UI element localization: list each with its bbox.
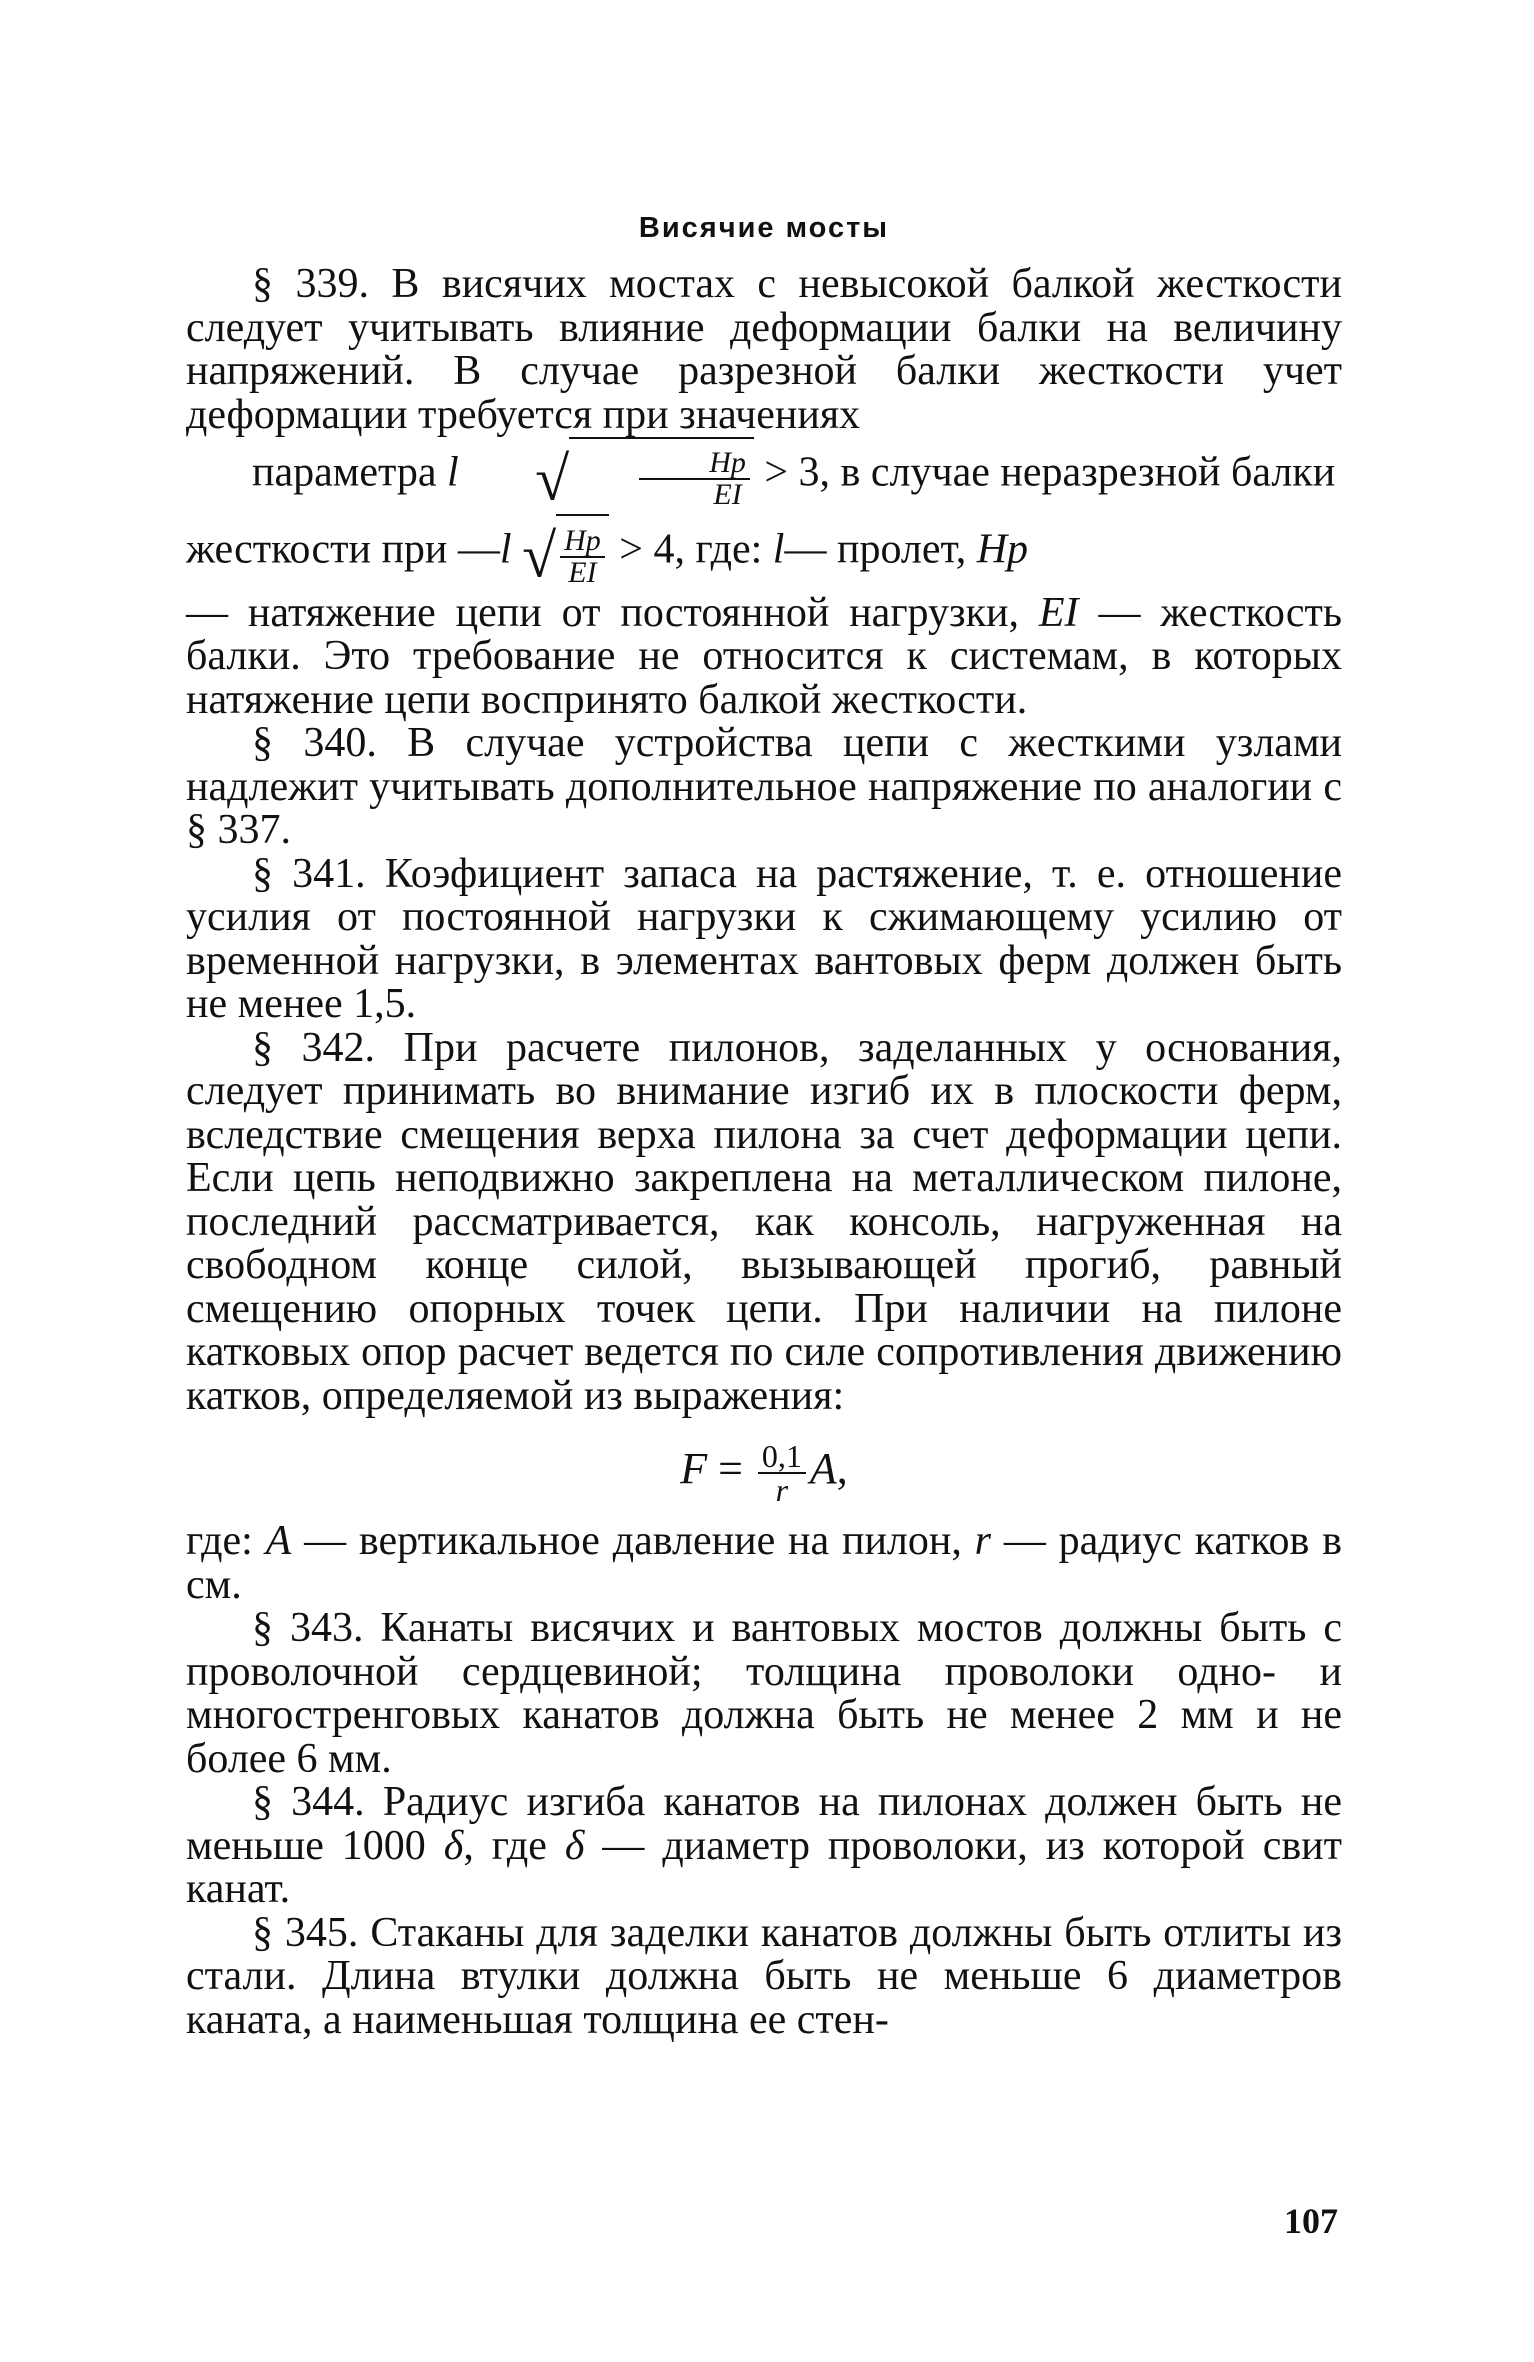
p339-condition-1: > 3, в случае неразрезной балки [764, 449, 1336, 496]
p344-text-b: , где [463, 1822, 547, 1869]
frac-numerator: 0,1 [758, 1440, 806, 1474]
var-delta: δ [564, 1822, 585, 1869]
fraction-hp-ei [639, 448, 750, 510]
p339-param-word: параметра [252, 449, 437, 496]
p339-formula-line-1 [186, 437, 1342, 514]
frac-denominator: EI [713, 478, 742, 512]
radical-bar [569, 437, 754, 511]
var-delta: δ [443, 1822, 464, 1869]
radical-sign: √ [522, 522, 557, 591]
frac-denominator: EI [568, 555, 597, 589]
p339-hp-def: — натяжение цепи от постоянной нагрузки, [186, 589, 1019, 636]
paragraph-342: § 342. При расчете пилонов, заделанных у основания, следует принимать во внимание изгиб их в плоскости ферм, вследствие смещения верха пилона за счет деформации цепи. Если цепь неподвижно закреплена на металлическом пилоне, последний рассматривается, как консоль, нагруженная на свободном конце силой, вызывающей прогиб, равный смещению опорных точек цепи. При наличии на пилоне катковых опор расчет ведется по силе сопротивления движению катков, определяемой из выражения: [186, 1024, 1342, 1419]
p344-text-a: § 344. Радиус изгиба канатов на пилонах должен быть не меньше 1000 [186, 1779, 1342, 1869]
section-heading: Висячие мосты [638, 212, 890, 244]
fraction-hp-ei [560, 523, 605, 589]
radical-bar [556, 514, 609, 588]
var-ei: EI [1038, 589, 1079, 636]
radical-sign: √ [535, 445, 570, 514]
formula-comma: , [836, 1444, 848, 1494]
var-hp: Hp [976, 526, 1029, 573]
p339-condition-2: > 4, где: [619, 526, 763, 573]
p339-cond-prefix: жесткости при — [186, 526, 500, 573]
where-r-def: — радиус катков в см. [186, 1518, 1343, 1608]
frac-numerator: Hp [560, 526, 605, 558]
equals-sign: = [707, 1444, 754, 1494]
var-f: F [680, 1444, 708, 1494]
p344-text-c: — диаметр проволоки, из которой свит канат. [186, 1822, 1342, 1913]
where-a-def: — вертикальное давление на пилон, [304, 1518, 962, 1565]
var-r: r [974, 1518, 992, 1565]
paragraph-342-where [186, 1520, 1342, 1607]
var-l: l [499, 526, 512, 573]
var-a: A [265, 1518, 292, 1565]
paragraph-344 [186, 1781, 1342, 1912]
var-l: l [772, 526, 785, 573]
sqrt-expression-1 [469, 437, 754, 514]
p339-ei-def: — жесткость балки. Это требование не относится к системам, в которых натяжение цепи воспринято балкой жесткости. [186, 589, 1343, 723]
where-label: где: [186, 1518, 253, 1565]
frac-denominator: r [775, 1472, 789, 1509]
page-number: 107 [1284, 2201, 1338, 2241]
sqrt-expression-2 [522, 514, 609, 591]
fraction-01-r [758, 1438, 806, 1509]
display-formula-f [186, 1424, 1342, 1514]
page [186, 212, 1342, 2042]
p339-text: § 339. В висячих мостах с невысокой балкой жесткости следует учитывать влияние деформации балки на величину напряжений. В случае разрезной балки жесткости учет деформации требуется при значениях [186, 261, 1342, 438]
var-a: A [809, 1444, 837, 1494]
p339-formula-line-2 [186, 514, 1342, 591]
paragraph-339 [186, 263, 1342, 722]
var-l: l [447, 449, 459, 496]
frac-numerator: Hp [639, 448, 750, 480]
paragraph-340: § 340. В случае устройства цепи с жесткими узлами надлежит учитывать дополнительное напряжение по аналогии с § 337. [186, 720, 1342, 854]
paragraph-345: § 345. Стаканы для заделки канатов должны быть отлиты из стали. Длина втулки должна быть не меньше 6 диаметров каната, а наименьшая толщина ее стен- [186, 1909, 1342, 2043]
paragraph-341: § 341. Коэфициент запаса на растяжение, т. е. отношение усилия от постоянной нагрузки к сжимающему усилию от временной нагрузки, в элементах вантовых ферм должен быть не менее 1,5. [186, 850, 1342, 1028]
paragraph-343: § 343. Канаты висячих и вантовых мостов должны быть с проволочной сердцевиной; толщина проволоки одно- и многостренговых канатов должна быть не менее 2 мм и не более 6 мм. [186, 1605, 1342, 1782]
p339-span-def: — пролет, [784, 526, 977, 573]
